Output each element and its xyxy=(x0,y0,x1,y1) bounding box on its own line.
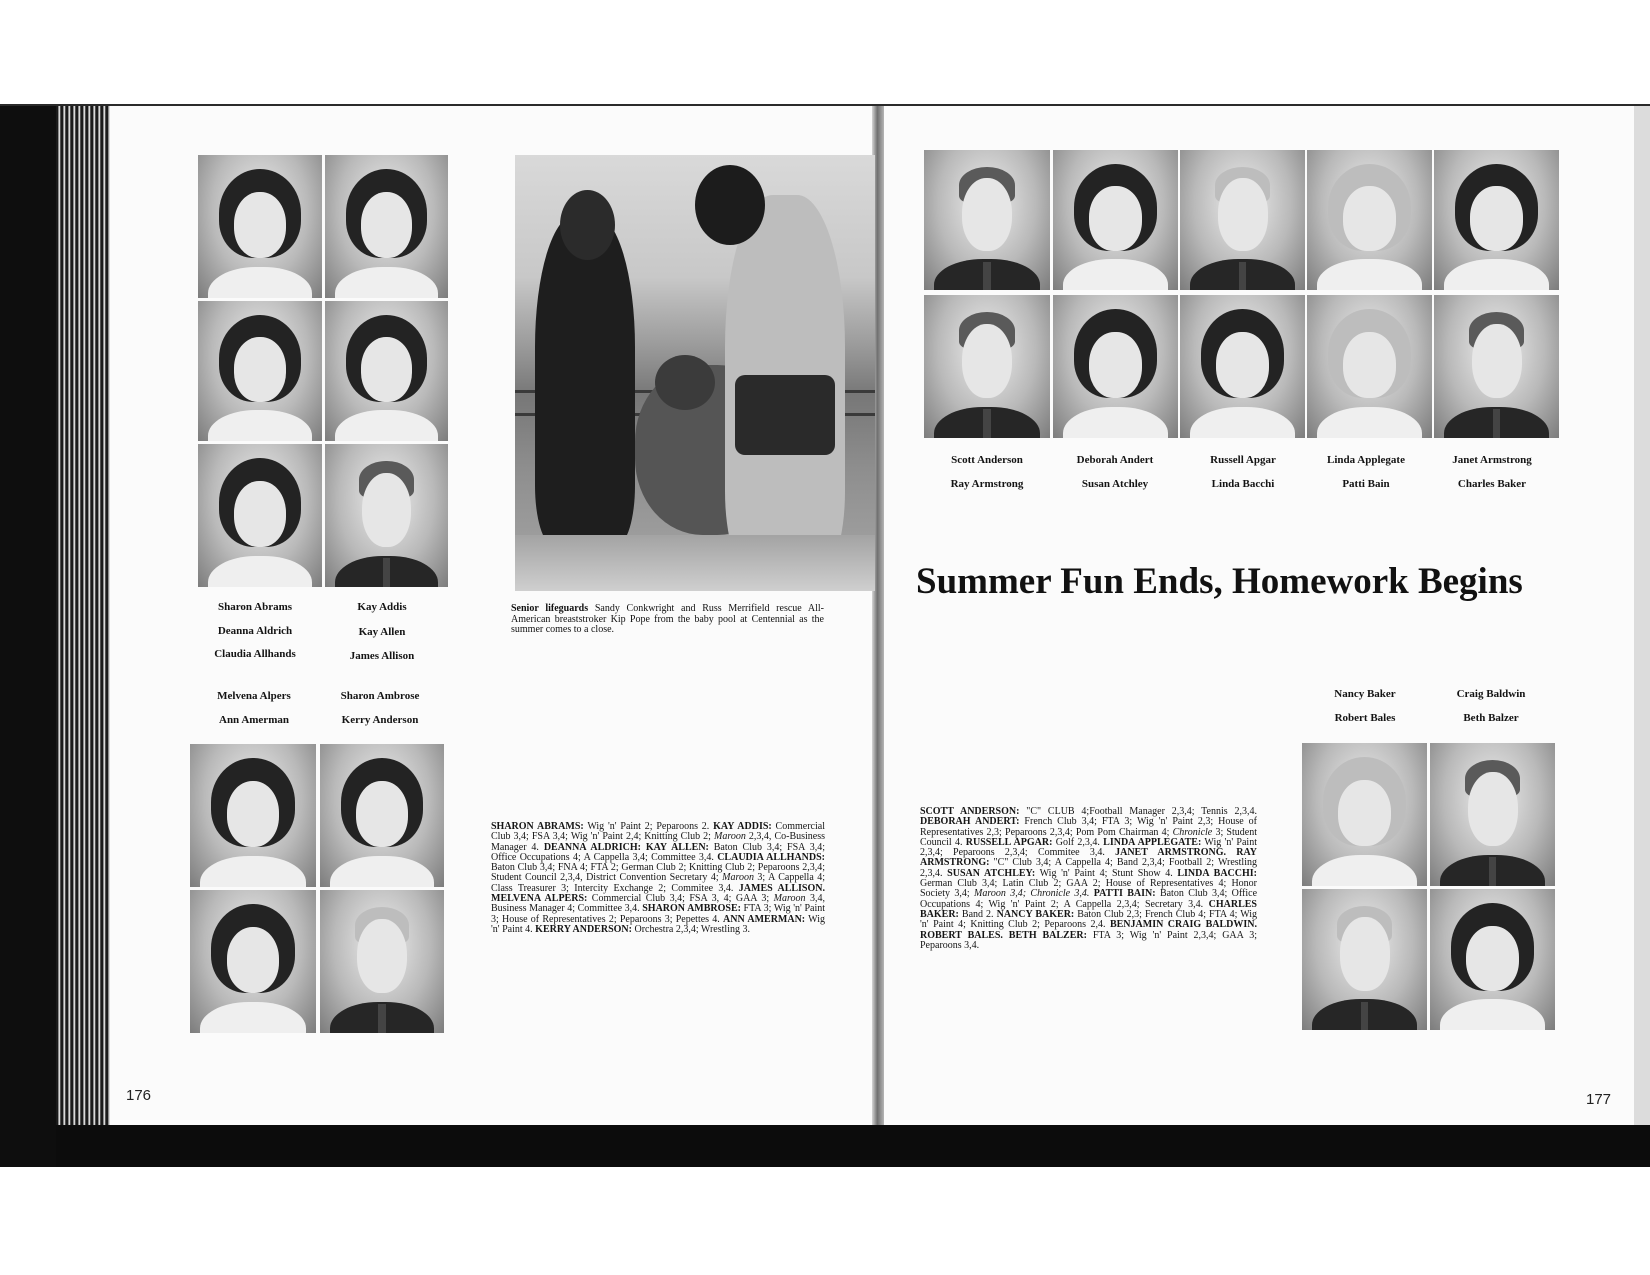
portrait-kay-allen xyxy=(325,301,448,441)
caption-sharon-abrams: Sharon Abrams xyxy=(217,601,293,613)
caption-nancy-baker: Nancy Baker xyxy=(1334,688,1396,700)
bio-segment: Wig 'n' Paint 2,3,4; Peparoons 2,3,4; Commitee 3,4. xyxy=(920,836,1257,859)
bio-segment: French Club 3,4; FTA 3; Wig 'n' Paint 2,3; House of Representatives 2,3; Peparoons 2,3,4; Pom Pom Chairman 4; xyxy=(920,816,1257,838)
portrait-deborah-andert xyxy=(1053,150,1178,290)
bio-segment: Baton Club 3,4; Office Occupations 4; Wig 'n' Paint 2; A Cappella 2,3,4; Secretary 3,4. xyxy=(920,888,1258,910)
bio-segment: FTA 3; Wig 'n' Paint 3; House of Representatives 2; Peparoons 3; Pepettes 4. xyxy=(491,903,826,925)
portrait-melvena-alpers xyxy=(190,744,316,887)
bio-segment: LINDA BACCHI: xyxy=(1177,867,1258,879)
page-headline: Summer Fun Ends, Homework Begins xyxy=(916,561,1523,602)
caption-deanna-aldrich: Deanna Aldrich xyxy=(217,625,293,637)
bio-segment: Wig 'n' Paint 4. xyxy=(491,913,825,935)
caption-linda-applegate: Linda Applegate xyxy=(1327,454,1405,466)
right-page-bio-text xyxy=(920,807,1257,951)
caption-susan-atchley: Susan Atchley xyxy=(1081,478,1149,490)
bio-segment: Orchestra 2,3,4; Wrestling 3. xyxy=(631,923,750,935)
portrait-linda-applegate xyxy=(1307,150,1432,290)
caption-russell-apgar: Russell Apgar xyxy=(1210,454,1276,466)
portrait-scott-anderson xyxy=(924,150,1050,290)
caption-claudia-allhands: Claudia Allhands xyxy=(214,648,296,660)
portrait-james-allison xyxy=(325,444,448,587)
bio-segment: SUSAN ATCHLEY: xyxy=(947,867,1036,879)
portrait-charles-baker xyxy=(1434,295,1559,438)
bio-segment: Maroon 3,4; Chronicle 3,4. xyxy=(974,888,1090,900)
caption-patti-bain: Patti Bain xyxy=(1342,478,1390,490)
bio-segment: 2,3,4, Co-Business Manager 4. xyxy=(491,831,826,853)
caption-kay-addis: Kay Addis xyxy=(357,601,407,613)
bio-segment: BENJAMIN CRAIG BALDWIN. ROBERT BALES. BETH BALZER: xyxy=(920,919,1257,941)
portrait-kay-addis xyxy=(325,155,448,298)
bio-segment: Wig 'n' Paint 2; Peparoons 2. xyxy=(583,821,714,832)
caption-melvena-alpers: Melvena Alpers xyxy=(217,690,291,702)
lifeguard-rescue-photo xyxy=(515,155,875,591)
portrait-kerry-anderson xyxy=(320,890,444,1033)
bio-segment: Commercial Club 3,4; FSA 3,4; Wig 'n' Paint 2,4; Knitting Club 2; xyxy=(491,821,825,843)
top-rule xyxy=(0,104,1650,106)
bio-segment: CHARLES BAKER: xyxy=(920,898,1257,920)
bio-segment: JAMES ALLISON. MELVENA ALPERS: xyxy=(491,882,825,905)
bio-segment: Wig 'n' Paint 4; Stunt Show 4. xyxy=(1035,867,1178,879)
bio-segment: SCOTT ANDERSON: xyxy=(920,806,1020,817)
portrait-beth-balzer xyxy=(1430,889,1555,1030)
portrait-ray-armstrong xyxy=(924,295,1050,438)
caption-ray-armstrong: Ray Armstrong xyxy=(950,478,1024,490)
bio-segment: KAY ADDIS: xyxy=(713,821,772,832)
caption-james-allison: James Allison xyxy=(349,650,415,662)
bio-segment: Baton Club 2,3; French Club 4; FTA 4; Wig 'n' Paint 4; Knitting Club 2; Peparoons 2,4. xyxy=(920,908,1258,931)
page-edges xyxy=(56,105,112,1138)
bio-segment: Chronicle xyxy=(1172,826,1213,838)
caption-scott-anderson: Scott Anderson xyxy=(951,454,1023,466)
portrait-claudia-allhands xyxy=(198,444,322,587)
portrait-janet-armstrong xyxy=(1434,150,1559,290)
bio-segment: "C" Club 3,4; A Cappella 4; Band 2,3,4; Football 2; Wrestling 2,3,4. xyxy=(920,857,1257,879)
bio-segment: FTA 3; Wig 'n' Paint 2,3,4; GAA 3; Peparoons 3,4. xyxy=(920,929,1257,951)
bio-segment: DEANNA ALDRICH: KAY ALLEN: xyxy=(543,841,709,853)
bio-segment: Commercial Club 3,4; FSA 3, 4; GAA 3; xyxy=(587,893,774,905)
book-spine xyxy=(0,105,62,1167)
bio-segment: Maroon xyxy=(713,831,746,843)
portrait-nancy-baker xyxy=(1302,743,1427,886)
bio-segment: Band 2. xyxy=(958,908,997,920)
portrait-susan-atchley xyxy=(1053,295,1178,438)
caption-body: Sandy Conkwright and Russ Merrifield rescue All-American breaststroker Kip Pope from the baby pool at Centennial as the summer comes to a close. xyxy=(511,603,824,635)
bio-segment: 3; Student Council 4. xyxy=(920,826,1257,848)
bio-segment: PATTI BAIN: xyxy=(1093,888,1156,900)
portrait-craig-baldwin xyxy=(1430,743,1555,886)
caption-robert-bales: Robert Bales xyxy=(1334,712,1396,724)
caption-lead: Senior lifeguards xyxy=(511,603,589,614)
portrait-linda-bacchi xyxy=(1180,295,1305,438)
bio-segment: NANCY BAKER: xyxy=(996,908,1075,920)
portrait-sharon-abrams xyxy=(198,155,322,298)
caption-charles-baker: Charles Baker xyxy=(1457,478,1527,490)
bio-segment: ANN AMERMAN: xyxy=(723,913,806,925)
bio-segment: SHARON AMBROSE: xyxy=(642,903,741,915)
caption-janet-armstrong: Janet Armstrong xyxy=(1452,454,1532,466)
bio-segment: Maroon xyxy=(722,872,754,884)
bio-segment: 3,4, Business Manager 4; Committee 3,4. xyxy=(491,893,825,915)
portrait-russell-apgar xyxy=(1180,150,1305,290)
bio-segment: 3; A Cappella 4; Class Treasurer 3; Intercity Exchange 2; Commitee 3,4. xyxy=(491,872,826,894)
portrait-sharon-ambrose xyxy=(320,744,444,887)
caption-sharon-ambrose: Sharon Ambrose xyxy=(340,690,420,702)
caption-linda-bacchi: Linda Bacchi xyxy=(1211,478,1275,490)
bottom-shadow xyxy=(56,1125,1650,1167)
caption-kay-allen: Kay Allen xyxy=(358,626,406,638)
bio-segment: "C" CLUB 4;Football Manager 2,3,4; Tennis 2,3,4. xyxy=(1019,806,1257,817)
action-photo-caption xyxy=(511,604,824,636)
bio-segment: DEBORAH ANDERT: xyxy=(920,816,1020,828)
bio-segment: LINDA APPLEGATE: xyxy=(1103,836,1202,848)
page-number-left: 176 xyxy=(126,1087,152,1104)
portrait-deanna-aldrich xyxy=(198,301,322,441)
portrait-robert-bales xyxy=(1302,889,1427,1030)
bio-segment: Baton Club 3,4; FSA 3,4; Office Occupations 4; A Cappella 3,4; Committee 3,4. xyxy=(491,841,825,863)
caption-kerry-anderson: Kerry Anderson xyxy=(341,714,419,726)
portrait-patti-bain xyxy=(1307,295,1432,438)
right-page-edge xyxy=(1634,105,1650,1125)
bio-segment: SHARON ABRAMS: xyxy=(491,821,584,832)
left-page-bio-text xyxy=(491,822,825,935)
bio-segment: German Club 3,4; Latin Club 2; GAA 2; House of Representatives 4; Honor Society 3,4; xyxy=(920,878,1257,900)
caption-deborah-andert: Deborah Andert xyxy=(1076,454,1154,466)
portrait-ann-amerman xyxy=(190,890,316,1033)
bio-segment: Baton Club 3,4; FNA 4; FTA 2; German Club 2; Knitting Club 2; Peparoons 2,3,4; Student Council 2,3,4, District Convention Secretary 4; xyxy=(491,862,825,884)
bio-segment: KERRY ANDERSON: xyxy=(535,923,632,935)
page-number-right: 177 xyxy=(1586,1091,1612,1108)
bio-segment: Golf 2,3,4. xyxy=(1052,836,1104,848)
caption-beth-balzer: Beth Balzer xyxy=(1463,712,1519,724)
bio-segment: RUSSELL APGAR: xyxy=(965,836,1053,848)
caption-ann-amerman: Ann Amerman xyxy=(219,714,289,726)
bio-segment: JANET ARMSTRONG. RAY ARMSTRONG: xyxy=(920,847,1257,869)
bio-segment: CLAUDIA ALLHANDS: xyxy=(717,851,826,863)
bio-segment: Maroon xyxy=(773,893,806,905)
caption-craig-baldwin: Craig Baldwin xyxy=(1456,688,1526,700)
